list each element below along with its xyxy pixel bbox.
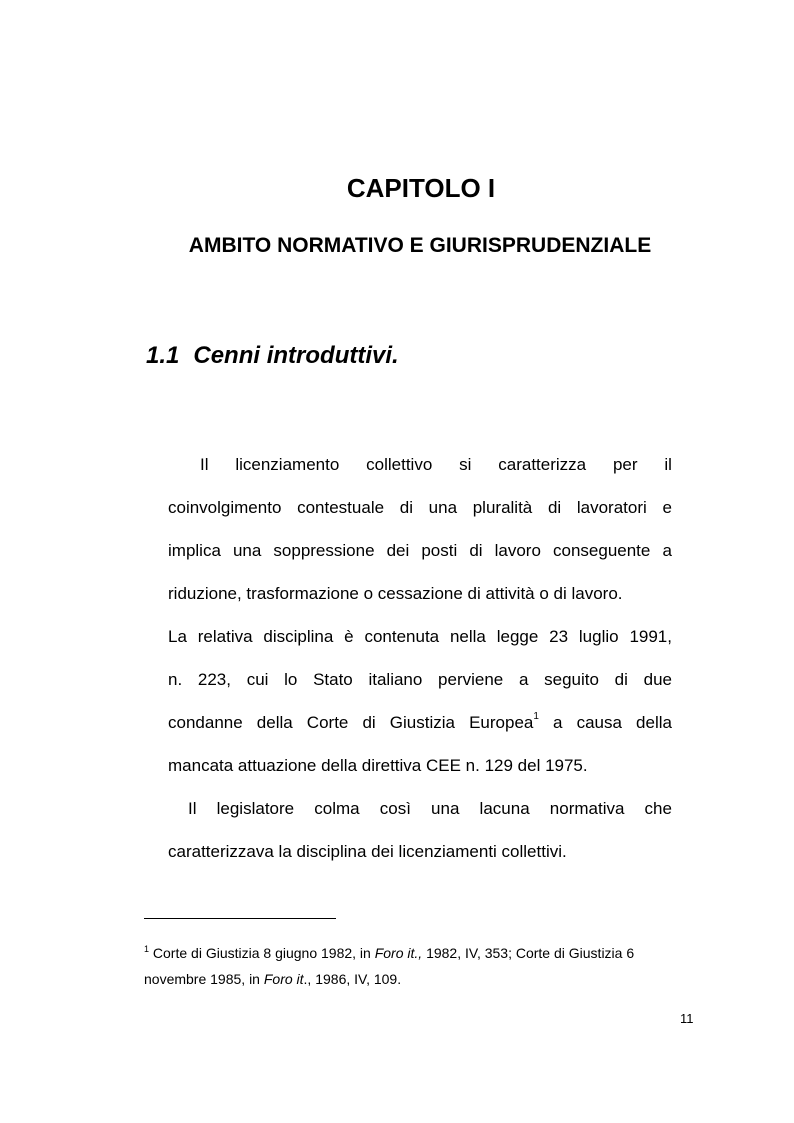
- body-line: La relativa disciplina è contenuta nella legge 23 luglio 1991,: [168, 627, 672, 646]
- body-line: condanne della Corte di Giustizia Europea$^1$ a causa della: [168, 711, 672, 732]
- footnote-line: novembre 1985, in Foro it., 1986, IV, 109.: [144, 971, 402, 987]
- body-line: implica una soppressione dei posti di lavoro conseguente a: [168, 541, 672, 560]
- body-line: coinvolgimento contestuale di una pluralità di lavoratori e: [168, 498, 672, 517]
- footnote-marker: 1: [144, 944, 150, 954]
- footnote-reference[interactable]: 1: [533, 711, 539, 722]
- section-number: 1.1: [146, 342, 180, 369]
- footnote: [144, 940, 664, 992]
- footnote-line: $^1$ Corte di Giustizia 8 giugno 1982, in Foro it., 1982, IV, 353; Corte di Giustizia 6: [144, 944, 635, 961]
- page-number: 11: [680, 1011, 694, 1026]
- section-title: Cenni introduttivi.: [193, 342, 399, 369]
- chapter-subtitle: AMBITO NORMATIVO E GIURISPRUDENZIALE: [188, 234, 652, 257]
- body-line: caratterizzava la disciplina dei licenziamenti collettivi.: [168, 842, 567, 861]
- chapter-title: CAPITOLO I: [346, 173, 496, 203]
- body-paragraphs: [168, 443, 672, 873]
- body-line: mancata attuazione della direttiva CEE n. 129 del 1975.: [168, 756, 588, 775]
- section-heading: [146, 342, 399, 370]
- body-line: Il licenziamento collettivo si caratterizza per il: [200, 455, 672, 474]
- body-line: Il legislatore colma così una lacuna normativa che: [188, 799, 672, 818]
- body-line: n. 223, cui lo Stato italiano perviene a seguito di due: [168, 670, 672, 689]
- footnote-divider: [144, 918, 336, 919]
- body-line: riduzione, trasformazione o cessazione di attività o di lavoro.: [168, 584, 623, 603]
